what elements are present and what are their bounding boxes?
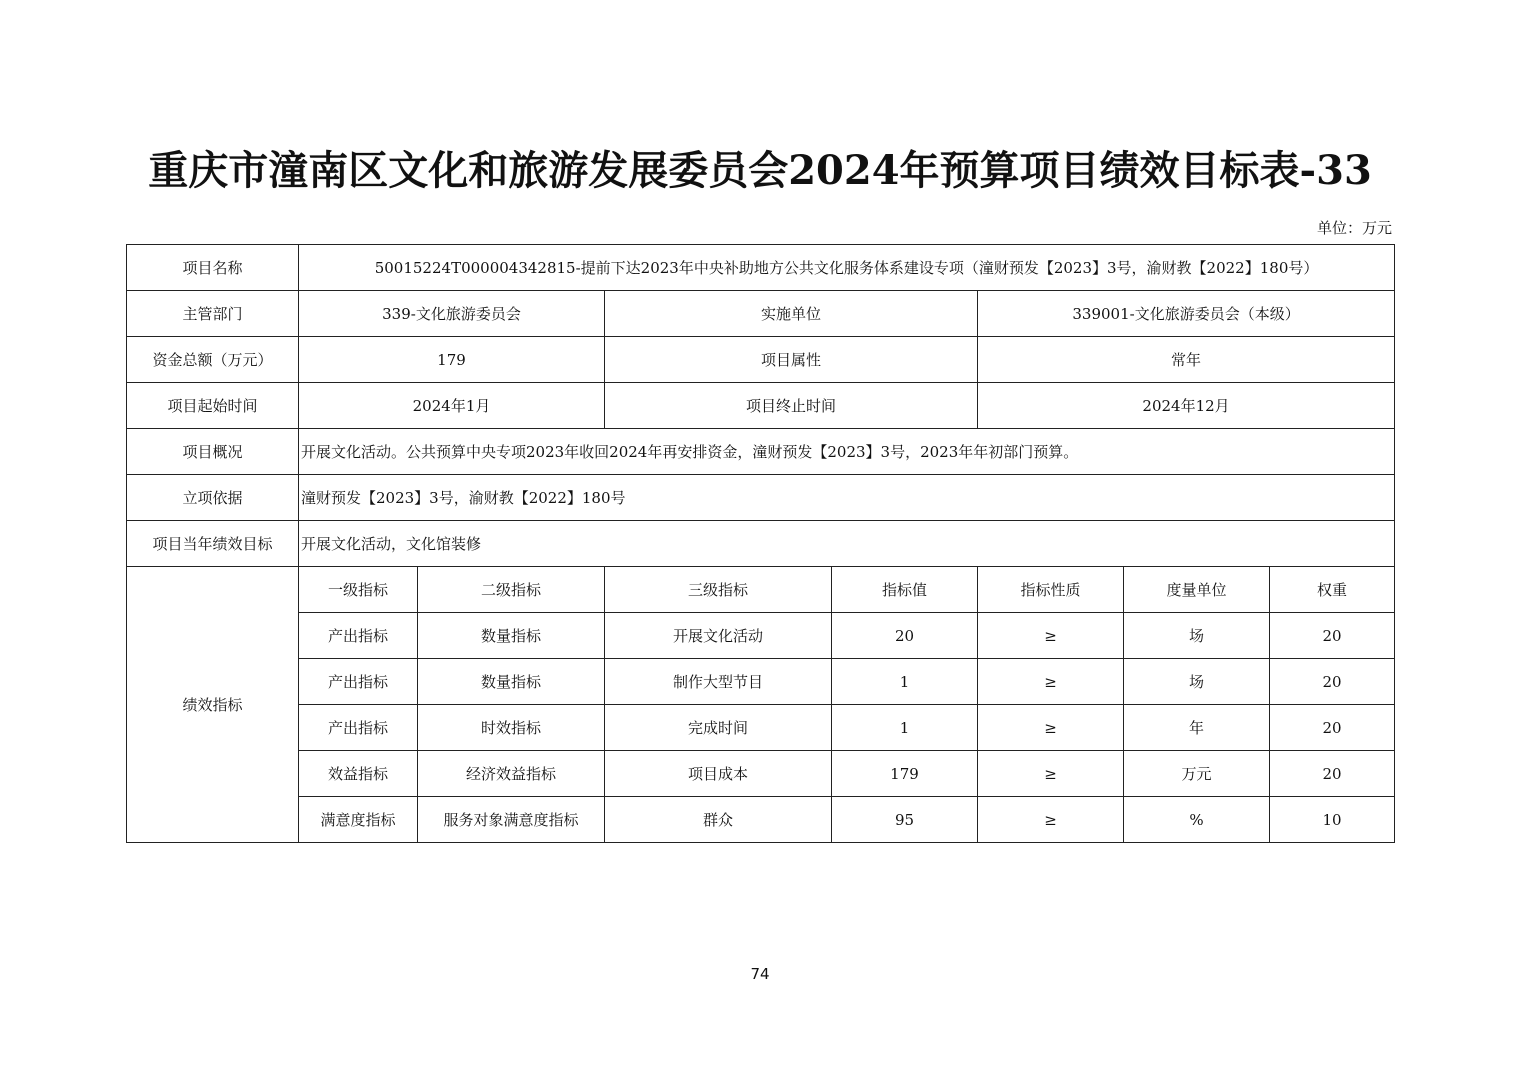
table-row	[127, 797, 1395, 843]
table-cell: 经济效益指标	[418, 751, 605, 797]
table-cell: %	[1124, 797, 1270, 843]
dept-value: 339-文化旅游委员会	[299, 291, 605, 337]
page-number: 74	[750, 965, 770, 983]
perf-header-cell: 指标性质	[978, 567, 1124, 613]
goal-value: 开展文化活动，文化馆装修	[299, 521, 1395, 567]
table-cell: 场	[1124, 659, 1270, 705]
goal-label: 项目当年绩效目标	[127, 521, 299, 567]
table-cell: 1	[832, 705, 978, 751]
table-cell: 万元	[1124, 751, 1270, 797]
table-cell: 20	[832, 613, 978, 659]
table-cell: 20	[1270, 705, 1395, 751]
table-cell: 项目成本	[605, 751, 832, 797]
table-cell: ≥	[978, 751, 1124, 797]
table-cell: ≥	[978, 613, 1124, 659]
table-cell: 年	[1124, 705, 1270, 751]
row-overview	[127, 429, 1395, 475]
table-cell: 效益指标	[299, 751, 418, 797]
table-row	[127, 705, 1395, 751]
basis-label: 立项依据	[127, 475, 299, 521]
end-label: 项目终止时间	[605, 383, 978, 429]
overview-label: 项目概况	[127, 429, 299, 475]
table-cell: 20	[1270, 659, 1395, 705]
table-cell: 数量指标	[418, 613, 605, 659]
attr-value: 常年	[978, 337, 1395, 383]
impl-label: 实施单位	[605, 291, 978, 337]
perf-header-cell: 二级指标	[418, 567, 605, 613]
perf-header-cell: 一级指标	[299, 567, 418, 613]
page-title: 重庆市潼南区文化和旅游发展委员会2024年预算项目绩效目标表-33	[148, 147, 1372, 194]
unit-label: 单位：万元	[1316, 219, 1392, 237]
project-name-value: 50015224T000004342815-提前下达2023年中央补助地方公共文化服务体系建设专项（潼财预发【2023】3号，渝财教【2022】180号）	[299, 245, 1395, 291]
table-cell: 场	[1124, 613, 1270, 659]
table-cell: ≥	[978, 659, 1124, 705]
table-cell: 群众	[605, 797, 832, 843]
perf-header-cell: 度量单位	[1124, 567, 1270, 613]
overview-value: 开展文化活动。公共预算中央专项2023年收回2024年再安排资金，潼财预发【2023】3号，2023年年初部门预算。	[299, 429, 1395, 475]
table-cell: ≥	[978, 705, 1124, 751]
table-cell: 1	[832, 659, 978, 705]
row-goal	[127, 521, 1395, 567]
row-fund	[127, 337, 1395, 383]
fund-label: 资金总额（万元）	[127, 337, 299, 383]
start-value: 2024年1月	[299, 383, 605, 429]
perf-label: 绩效指标	[127, 567, 299, 843]
table-row	[127, 613, 1395, 659]
table-cell: 产出指标	[299, 613, 418, 659]
row-time	[127, 383, 1395, 429]
perf-header-cell: 三级指标	[605, 567, 832, 613]
table-cell: 10	[1270, 797, 1395, 843]
table-cell: 产出指标	[299, 659, 418, 705]
table-cell: 制作大型节目	[605, 659, 832, 705]
table-cell: 满意度指标	[299, 797, 418, 843]
fund-value: 179	[299, 337, 605, 383]
project-name-label: 项目名称	[127, 245, 299, 291]
table-cell: 20	[1270, 613, 1395, 659]
table-cell: 20	[1270, 751, 1395, 797]
table-cell: 开展文化活动	[605, 613, 832, 659]
end-value: 2024年12月	[978, 383, 1395, 429]
table-row	[127, 751, 1395, 797]
impl-value: 339001-文化旅游委员会（本级）	[978, 291, 1395, 337]
table-cell: 完成时间	[605, 705, 832, 751]
row-basis	[127, 475, 1395, 521]
row-department	[127, 291, 1395, 337]
start-label: 项目起始时间	[127, 383, 299, 429]
table-cell: 179	[832, 751, 978, 797]
table-cell: 服务对象满意度指标	[418, 797, 605, 843]
table-cell: ≥	[978, 797, 1124, 843]
table-cell: 产出指标	[299, 705, 418, 751]
perf-header-cell: 权重	[1270, 567, 1395, 613]
attr-label: 项目属性	[605, 337, 978, 383]
table-row	[127, 659, 1395, 705]
table-cell: 时效指标	[418, 705, 605, 751]
table-cell: 数量指标	[418, 659, 605, 705]
perf-header-row	[127, 567, 1395, 613]
dept-label: 主管部门	[127, 291, 299, 337]
performance-target-table	[126, 244, 1395, 843]
row-project-name	[127, 245, 1395, 291]
perf-header-cell: 指标值	[832, 567, 978, 613]
table-cell: 95	[832, 797, 978, 843]
basis-value: 潼财预发【2023】3号，渝财教【2022】180号	[299, 475, 1395, 521]
